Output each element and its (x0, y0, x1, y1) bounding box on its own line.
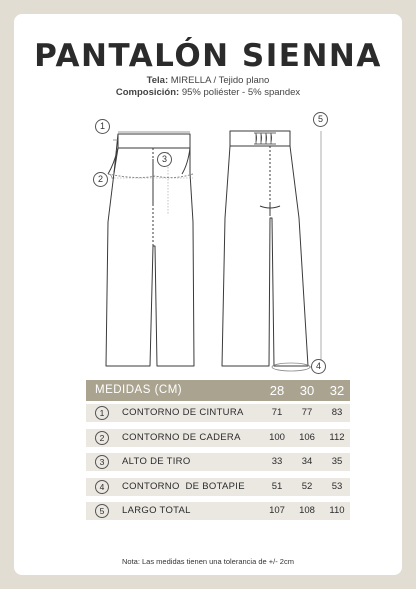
cell-value: 107 (269, 505, 285, 516)
row-number: 3 (95, 455, 109, 469)
cell-value: 112 (329, 431, 345, 443)
fabric-label: Tela: (146, 75, 169, 86)
tolerance-note: Nota: Las medidas tienen una tolerancia de +/- 2cm (122, 557, 294, 566)
back-pants-drawing (222, 131, 308, 366)
row-label: LARGO TOTAL (122, 505, 191, 516)
composition-value: 95% poliéster - 5% spandex (181, 87, 301, 98)
table-row (86, 453, 350, 471)
cell-value: 52 (301, 480, 313, 492)
size-28: 28 (269, 383, 285, 398)
cell-value: 110 (329, 505, 345, 516)
table-row (86, 429, 350, 447)
row-number: 1 (95, 406, 109, 420)
table-row (86, 478, 350, 496)
table-row (86, 404, 350, 422)
callout-3: 3 (157, 152, 172, 167)
callout-1: 1 (95, 119, 110, 134)
cell-value: 108 (299, 505, 315, 516)
page-title: PANTALÓN SIENNA (34, 38, 382, 74)
cell-value: 51 (271, 480, 283, 492)
spec-card (14, 14, 402, 575)
size-30: 30 (299, 383, 315, 398)
cell-value: 53 (331, 480, 343, 492)
cell-value: 100 (269, 431, 285, 443)
row-label: ALTO DE TIRO (122, 456, 191, 467)
cell-value: 77 (301, 407, 313, 418)
size-32: 32 (329, 383, 345, 398)
row-label: CONTORNO DE BOTAPIE (122, 480, 245, 492)
cell-value: 34 (301, 456, 313, 467)
callout-4: 4 (311, 359, 326, 374)
row-label: CONTORNO DE CINTURA (122, 407, 244, 418)
table-header (86, 380, 350, 401)
table-row (86, 502, 350, 520)
pants-technical-drawing (14, 14, 402, 384)
row-number: 2 (95, 431, 109, 445)
fabric-value: MIRELLA / Tejido plano (170, 75, 270, 86)
row-number: 4 (95, 480, 109, 494)
callout-2: 2 (93, 172, 108, 187)
cell-value: 106 (299, 431, 315, 443)
cell-value: 83 (331, 407, 343, 418)
measurements-table (86, 380, 350, 527)
cell-value: 33 (271, 456, 283, 467)
cell-value: 71 (271, 407, 283, 418)
callout-5: 5 (313, 112, 328, 127)
cell-value: 35 (331, 456, 343, 467)
composition-label: Composición: (115, 87, 180, 98)
header-label: MEDIDAS (CM) (95, 384, 183, 396)
row-label: CONTORNO DE CADERA (122, 431, 241, 443)
row-number: 5 (95, 504, 109, 518)
front-pants-drawing (106, 134, 194, 366)
